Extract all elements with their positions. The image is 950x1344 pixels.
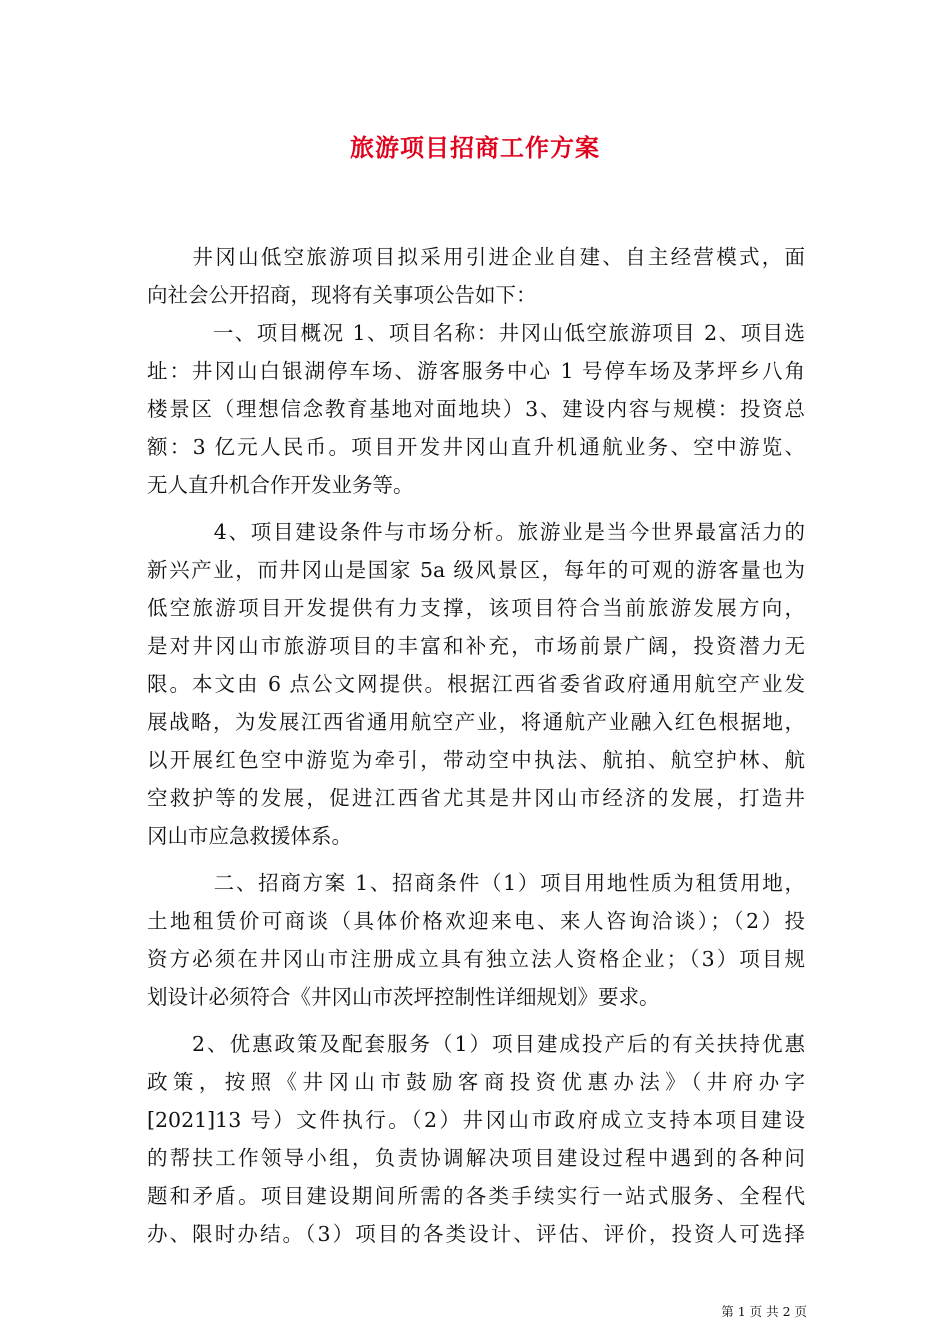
text-line: 二、招商方案 1、招商条件（1）项目用地性质为租赁用地， [147, 871, 805, 895]
paragraph [147, 1025, 805, 1253]
page-number-footer: 第 1 页 共 2 页 [721, 1304, 807, 1319]
text-line: 低空旅游项目开发提供有力支撑，该项目符合当前旅游发展方向， [147, 596, 805, 620]
text-line: 2、优惠政策及配套服务（1）项目建成投产后的有关扶持优惠 [147, 1032, 805, 1056]
text-line: 政策，按照《井冈山市鼓励客商投资优惠办法》（井府办字 [147, 1070, 805, 1094]
text-line: 限。本文由 6 点公文网提供。根据江西省委省政府通用航空产业发 [147, 672, 805, 696]
text-line: 土地租赁价可商谈（具体价格欢迎来电、来人咨询洽谈）；（2）投 [147, 909, 805, 933]
text-line: 向社会公开招商，现将有关事项公告如下： [147, 283, 537, 307]
text-line: 题和矛盾。项目建设期间所需的各类手续实行一站式服务、全程代 [147, 1184, 805, 1208]
text-line: 楼景区（理想信念教育基地对面地块）3、建设内容与规模：投资总 [147, 397, 805, 421]
paragraph [147, 864, 805, 1016]
text-line: 是对井冈山市旅游项目的丰富和补充，市场前景广阔，投资潜力无 [147, 634, 805, 658]
text-line: 资方必须在井冈山市注册成立具有独立法人资格企业；（3）项目规 [147, 947, 805, 971]
text-line: 井冈山低空旅游项目拟采用引进企业自建、自主经营模式，面 [147, 245, 805, 269]
text-line: 以开展红色空中游览为牵引，带动空中执法、航拍、航空护林、航 [147, 748, 805, 772]
document-body [147, 238, 805, 1253]
text-line: 额：3 亿元人民币。项目开发井冈山直升机通航业务、空中游览、 [147, 435, 805, 459]
text-line: 划设计必须符合《井冈山市茨坪控制性详细规划》要求。 [147, 985, 660, 1009]
text-line: [2021]13 号）文件执行。（2）井冈山市政府成立支持本项目建设 [147, 1108, 805, 1132]
text-line: 展战略，为发展江西省通用航空产业，将通航产业融入红色根据地， [147, 710, 805, 734]
text-line: 一、项目概况 1、项目名称：井冈山低空旅游项目 2、项目选 [147, 321, 805, 345]
text-line: 址：井冈山白银湖停车场、游客服务中心 1 号停车场及茅坪乡八角 [147, 359, 805, 383]
paragraph [147, 314, 805, 504]
text-line: 新兴产业，而井冈山是国家 5a 级风景区，每年的可观的游客量也为 [147, 558, 805, 582]
paragraph [147, 513, 805, 855]
text-line: 的帮扶工作领导小组，负责协调解决项目建设过程中遇到的各种问 [147, 1146, 805, 1170]
text-line: 空救护等的发展，促进江西省尤其是井冈山市经济的发展，打造井 [147, 786, 805, 810]
paragraph [147, 238, 805, 314]
text-line: 冈山市应急救援体系。 [147, 824, 352, 848]
text-line: 无人直升机合作开发业务等。 [147, 473, 414, 497]
text-line: 办、限时办结。（3）项目的各类设计、评估、评价，投资人可选择 [147, 1222, 805, 1246]
text-line: 4、项目建设条件与市场分析。旅游业是当今世界最富活力的 [147, 520, 805, 544]
document-title: 旅游项目招商工作方案 [350, 133, 600, 162]
